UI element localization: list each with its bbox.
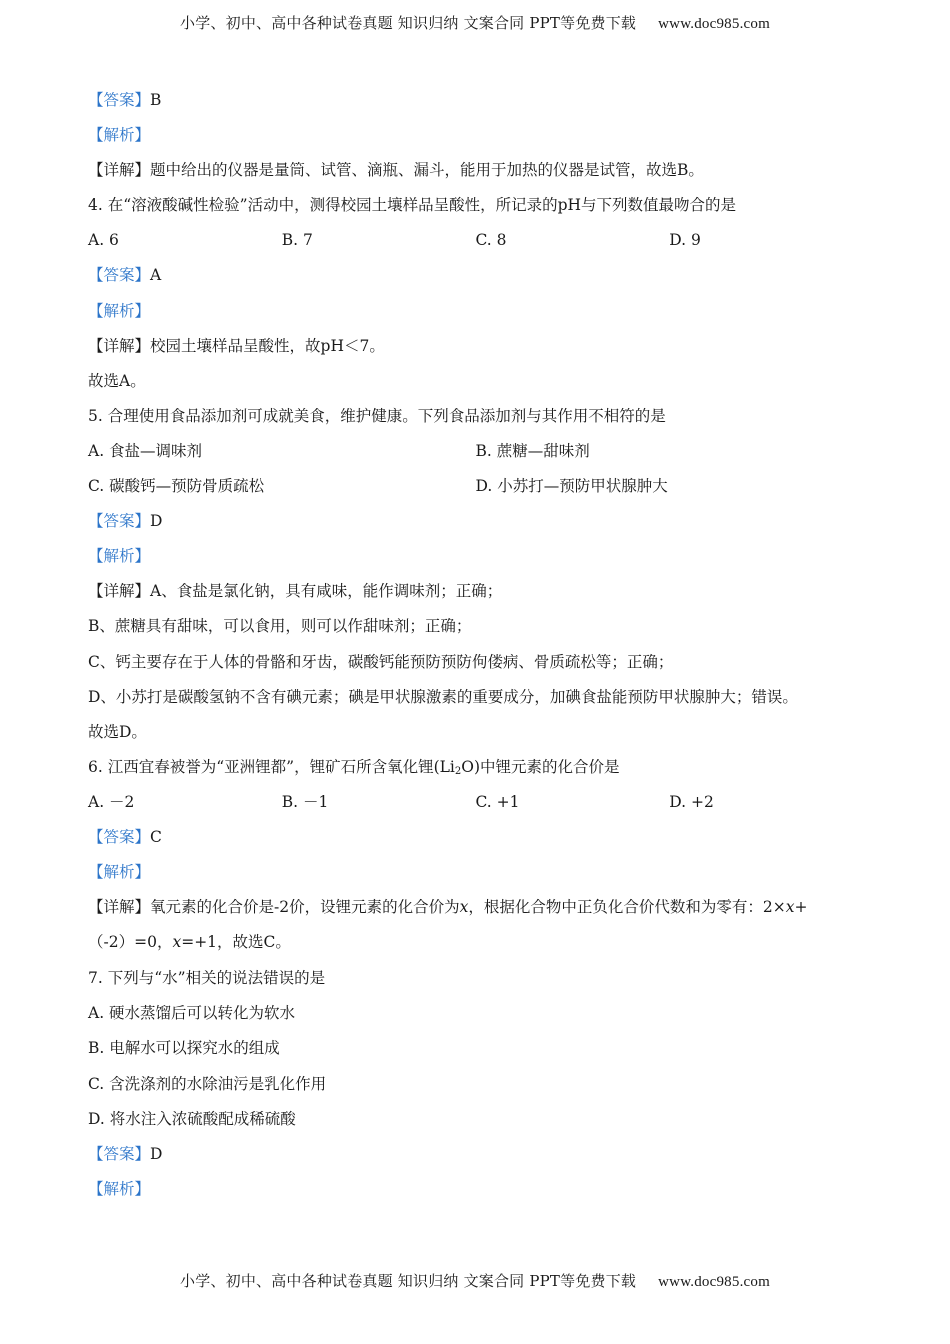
q6-option-a: A. －2 bbox=[88, 792, 135, 811]
q4-options bbox=[88, 229, 863, 264]
q6-option-c: C. +1 bbox=[475, 792, 520, 811]
q6-detail-line1: 【详解】氧元素的化合价是-2价，设锂元素的化合价为x，根据化合物中正负化合价代数和为零有：2×x+ bbox=[88, 898, 808, 917]
q4-answer: 【答案】A bbox=[88, 266, 162, 285]
q5-analysis bbox=[88, 545, 863, 580]
q6-answer: 【答案】C bbox=[88, 827, 162, 846]
q5-detail-c: C、钙主要存在于人体的骨骼和牙齿，碳酸钙能预防预防佝偻病、骨质疏松等；正确； bbox=[88, 652, 674, 671]
q3-detail: 【详解】题中给出的仪器是量筒、试管、滴瓶、漏斗，能用于加热的仪器是试管，故选B。 bbox=[88, 161, 704, 180]
footer-site: www.doc985.com bbox=[658, 1274, 770, 1290]
q7-option-c: C. 含洗涤剂的水除油污是乳化作用 bbox=[88, 1074, 327, 1093]
q5-options-row1 bbox=[88, 440, 863, 475]
analysis-tag: 【解析】 bbox=[88, 547, 151, 566]
q4-stem: 4. 在“溶液酸碱性检验”活动中，测得校园土壤样品呈酸性，所记录的pH与下列数值最吻合的是 bbox=[88, 196, 737, 215]
q6-detail-line2: （-2）=0，x=+1，故选C。 bbox=[88, 933, 291, 952]
document-body bbox=[88, 89, 863, 1213]
q7-option-d: D. 将水注入浓硫酸配成稀硫酸 bbox=[88, 1109, 296, 1128]
footer-text: 小学、初中、高中各种试卷真题 知识归纳 文案合同 PPT等免费下载 bbox=[180, 1272, 637, 1290]
q7-answer: 【答案】D bbox=[88, 1144, 163, 1163]
q5-option-a: A. 食盐—调味剂 bbox=[88, 441, 203, 460]
detail-tag: 【详解】 bbox=[88, 898, 151, 917]
q4-option-d: D. 9 bbox=[669, 231, 701, 250]
q6-option-b: B. －1 bbox=[281, 792, 329, 811]
analysis-tag: 【解析】 bbox=[88, 126, 151, 145]
q5-option-b: B. 蔗糖—甜味剂 bbox=[475, 441, 590, 460]
q7-option-b: B. 电解水可以探究水的组成 bbox=[88, 1039, 280, 1058]
q7-analysis bbox=[88, 1178, 863, 1213]
page-header bbox=[0, 12, 950, 33]
q4-detail: 【详解】校园土壤样品呈酸性，故pH＜7。 bbox=[88, 336, 385, 355]
detail-tag: 【详解】 bbox=[88, 582, 151, 601]
q6-stem: 6. 江西宜春被誉为“亚洲锂都”，锂矿石所含氧化锂$(Li_2O)$中锂元素的化合价是 bbox=[88, 757, 620, 777]
answer-tag: 【答案】 bbox=[88, 1144, 151, 1163]
q5-options-row2 bbox=[88, 475, 863, 510]
answer-tag: 【答案】 bbox=[88, 827, 151, 846]
q4-analysis bbox=[88, 300, 863, 335]
q5-option-d: D. 小苏打—预防甲状腺肿大 bbox=[475, 477, 668, 496]
answer-tag: 【答案】 bbox=[88, 512, 151, 531]
analysis-tag: 【解析】 bbox=[88, 863, 151, 882]
answer-tag: 【答案】 bbox=[88, 266, 151, 285]
q6-options bbox=[88, 791, 863, 826]
q6-option-d: D. +2 bbox=[669, 792, 714, 811]
q3-analysis bbox=[88, 124, 863, 159]
variable-x: x bbox=[785, 898, 795, 917]
q7-stem: 7. 下列与“水”相关的说法错误的是 bbox=[88, 969, 326, 988]
q3-answer: 【答案】B bbox=[88, 91, 162, 109]
variable-x: x bbox=[172, 933, 182, 952]
q5-detail-b: B、蔗糖具有甜味，可以食用，则可以作甜味剂；正确； bbox=[88, 617, 472, 636]
q5-answer: 【答案】D bbox=[88, 512, 163, 531]
answer-tag: 【答案】 bbox=[88, 91, 151, 109]
q5-stem: 5. 合理使用食品添加剂可成就美食，维护健康。下列食品添加剂与其作用不相符的是 bbox=[88, 406, 666, 425]
q7-option-a: A. 硬水蒸馏后可以转化为软水 bbox=[88, 1004, 296, 1023]
q4-option-b: B. 7 bbox=[281, 231, 313, 250]
q4-option-a: A. 6 bbox=[88, 231, 119, 250]
q5-detail-d: D、小苏打是碳酸氢钠不含有碘元素；碘是甲状腺激素的重要成分，加碘食盐能预防甲状腺肿大；错误。 bbox=[88, 687, 798, 706]
q5-option-c: C. 碳酸钙—预防骨质疏松 bbox=[88, 477, 265, 496]
detail-tag: 【详解】 bbox=[88, 161, 151, 180]
analysis-tag: 【解析】 bbox=[88, 1179, 151, 1198]
q5-conclusion: 故选D。 bbox=[88, 722, 147, 741]
subscript: 2 bbox=[454, 765, 462, 777]
q4-conclusion: 故选A。 bbox=[88, 371, 146, 390]
q4-option-c: C. 8 bbox=[475, 231, 507, 250]
variable-x: x bbox=[459, 898, 469, 917]
q5-detail-a: 【详解】A、食盐是氯化钠，具有咸味，能作调味剂；正确； bbox=[88, 582, 503, 601]
q6-analysis bbox=[88, 861, 863, 896]
header-site: www.doc985.com bbox=[658, 16, 770, 32]
detail-tag: 【详解】 bbox=[88, 336, 151, 355]
page-footer bbox=[0, 1270, 950, 1291]
header-text: 小学、初中、高中各种试卷真题 知识归纳 文案合同 PPT等免费下载 bbox=[180, 14, 637, 32]
analysis-tag: 【解析】 bbox=[88, 301, 151, 320]
